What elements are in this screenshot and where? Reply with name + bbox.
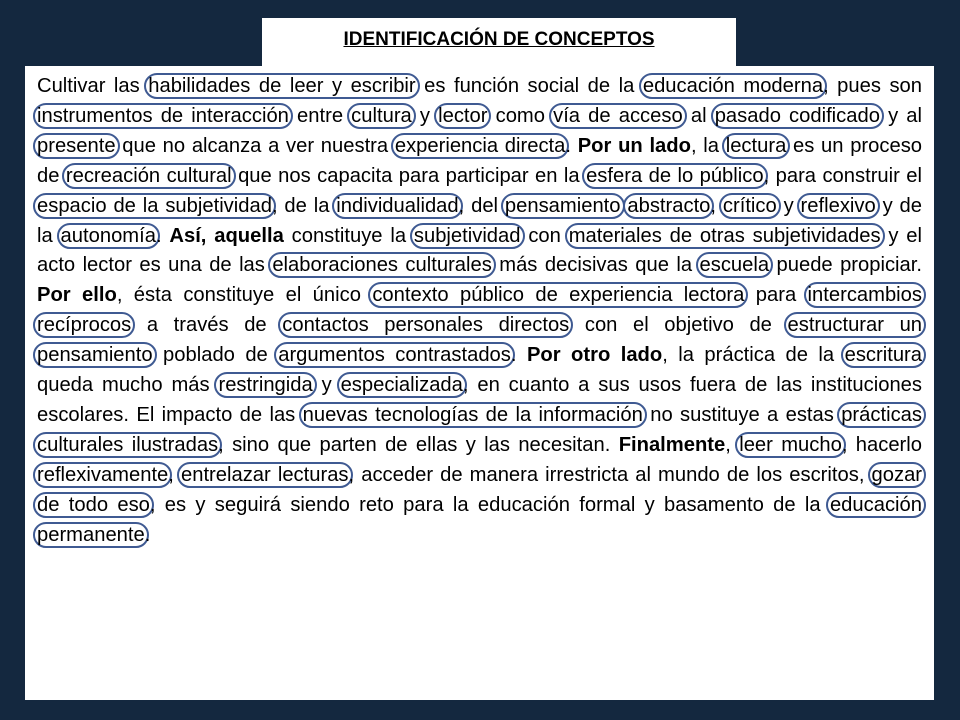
text-segment: entre: [288, 104, 352, 127]
text-segment: Cultivar las: [37, 75, 149, 97]
circled-concept: escuela: [696, 252, 774, 278]
circled-concept: subjetividad: [410, 223, 525, 249]
text-segment: ,: [168, 463, 181, 486]
text-segment: y al: [879, 104, 923, 127]
circled-concept: intercambios recíprocos: [33, 282, 926, 338]
text-segment: ,: [725, 433, 740, 456]
text-segment: y de la: [37, 194, 922, 247]
text-segment: , en cuanto a sus usos fuera de las instituciones escolares. El impacto de las: [37, 374, 922, 426]
circled-concept: contexto público de experiencia lectora: [368, 282, 748, 308]
circled-concept: reflexivamente: [33, 462, 172, 488]
bold-connector: Finalmente: [618, 433, 726, 456]
text-segment: , pues son: [823, 75, 922, 97]
circled-concept: escritura: [841, 342, 926, 368]
circled-concept: autonomía: [57, 223, 160, 249]
text-segment: para: [744, 284, 808, 307]
circled-concept: gozar de todo eso: [33, 462, 926, 518]
text-segment: , del: [458, 194, 505, 217]
circled-concept: espacio de la subjetividad: [33, 193, 276, 219]
circled-concept: crítico: [719, 193, 781, 219]
bold-connector: Por ello: [37, 284, 117, 307]
text-segment: .: [510, 344, 527, 367]
circled-concept: prácticas culturales ilustradas: [33, 402, 926, 458]
circled-concept: argumentos contrastados: [274, 342, 515, 368]
text-segment: y: [312, 374, 341, 397]
text-segment: que no alcanza a ver nuestra: [115, 134, 395, 157]
text-segment: .: [155, 224, 170, 247]
circled-concept: pasado codificado: [711, 103, 884, 129]
circled-concept: elaboraciones culturales: [268, 252, 496, 278]
circled-concept: reflexivo: [797, 193, 880, 219]
text-segment: y el acto lector es una de las: [37, 224, 923, 277]
text-segment: , acceder de manera irrestricta al mundo de los escritos,: [348, 463, 872, 486]
circled-concept: lector: [434, 103, 491, 129]
text-segment: , hacerlo: [841, 433, 922, 456]
circled-concept: estructurar un pensamiento: [33, 312, 926, 368]
text-segment: queda mucho más: [37, 374, 219, 397]
text-segment: como: [487, 104, 554, 127]
text-segment: , la práctica de la: [662, 344, 845, 367]
text-segment: ,: [710, 194, 723, 217]
text-segment: .: [144, 523, 151, 546]
circled-concept: nuevas tecnologías de la información: [299, 402, 647, 428]
bold-connector: Por otro lado: [526, 344, 663, 367]
circled-concept: cultura: [347, 103, 416, 129]
circled-concept: abstracto: [623, 193, 714, 219]
text-segment: .: [565, 134, 578, 157]
text-segment: y: [411, 104, 439, 127]
content-panel: [25, 66, 934, 700]
circled-concept: esfera de lo público: [582, 163, 768, 189]
circled-concept: pensamiento: [501, 193, 625, 219]
text-segment: con: [520, 224, 569, 247]
text-segment: , ésta constituye el único: [116, 284, 373, 307]
bold-connector: Así, aquella: [169, 224, 284, 247]
circled-concept: habilidades de leer y escribir: [144, 73, 419, 99]
circled-concept: lectura: [722, 133, 791, 159]
text-segment: , sino que parten de ellas y las necesitan.: [218, 433, 619, 456]
circled-concept: vía de acceso: [549, 103, 687, 129]
circled-concept: materiales de otras subjetividades: [565, 223, 885, 249]
circled-concept: educación moderna: [639, 73, 827, 99]
circled-concept: instrumentos de interacción: [33, 103, 293, 129]
circled-concept: leer mucho: [735, 432, 846, 458]
text-segment: constituye la: [283, 224, 414, 247]
body-paragraph: [37, 72, 922, 551]
text-segment: es función social de la: [415, 75, 643, 97]
text-segment: y: [776, 194, 801, 217]
text-segment: es un proceso de: [37, 134, 923, 187]
circled-concept: experiencia directa: [391, 133, 570, 159]
text-segment: , para construir el: [763, 164, 922, 187]
circled-concept: presente: [33, 133, 120, 159]
text-segment: puede propiciar.: [769, 254, 922, 277]
text-segment: al: [682, 104, 715, 127]
text-segment: poblado de: [152, 344, 279, 367]
text-segment: con el objetivo de: [569, 314, 788, 337]
circled-concept: entrelazar lecturas: [177, 462, 353, 488]
text-segment: , la: [690, 134, 726, 157]
title-tab: [262, 18, 736, 68]
circled-concept: individualidad: [332, 193, 462, 219]
text-segment: no sustituye a estas: [642, 403, 842, 426]
text-segment: que nos capacita para participar en la: [231, 164, 587, 187]
text-segment: , de la: [271, 194, 337, 217]
text-segment: a través de: [131, 314, 283, 337]
circled-concept: especializada: [337, 372, 467, 398]
circled-concept: educación permanente: [33, 492, 926, 548]
text-segment: , es y seguirá siendo reto para la educación formal y basamento de la: [149, 493, 830, 516]
circled-concept: restringida: [214, 372, 316, 398]
page-title: IDENTIFICACIÓN DE CONCEPTOS: [343, 29, 655, 50]
circled-concept: recreación cultural: [62, 163, 236, 189]
circled-concept: contactos personales directos: [278, 312, 573, 338]
text-segment: más decisivas que la: [491, 254, 700, 277]
bold-connector: Por un lado: [577, 134, 691, 157]
